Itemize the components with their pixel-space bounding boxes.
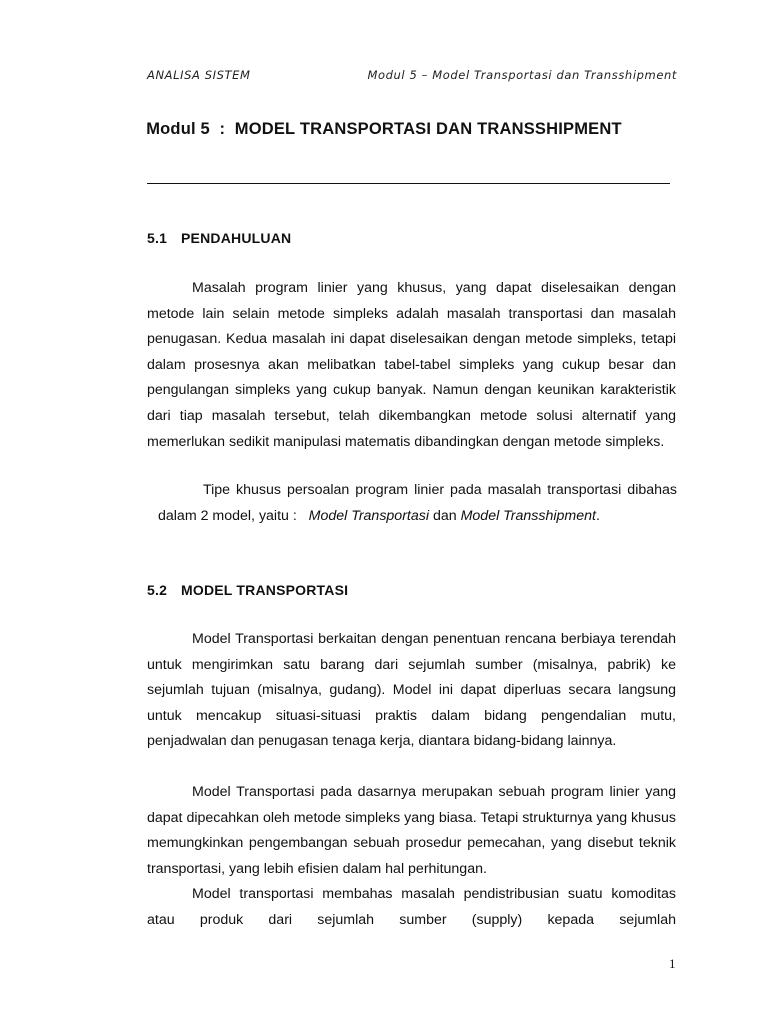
header-module-name: Modul 5 – Model Transportasi dan Transshipment [367, 68, 677, 82]
paragraph-transportasi-1: Model Transportasi berkaitan dengan penentuan rencana berbiaya terendah untuk mengirimkan satu barang dari sejumlah sumber (misalnya, pabrik) ke sejumlah tujuan (misalnya, gudang). Model ini dapat diperluas secara langsung untuk mencakup situasi-situasi praktis dalam bidang pengendalian mutu, penjadwalan dan penugasan tenaga kerja, diantara bidang-bidang lainnya. [147, 631, 676, 750]
paragraph-pendahuluan-1: Masalah program linier yang khusus, yang dapat diselesaikan dengan metode lain selain metode simpleks adalah masalah transportasi dan masalah penugasan. Kedua masalah ini dapat diselesaikan dengan metode simpleks, tetapi dalam prosesnya akan melibatkan tabel-tabel simpleks yang cukup besar dan pengulangan simpleks yang cukup banyak. Namun dengan keunikan karakteristik dari tiap masalah tersebut, telah dikembangkan metode solusi alternatif yang memerlukan sedikit manipulasi matematis dibandingkan dengan metode simpleks. [147, 280, 676, 450]
section-number: 5.2 [147, 582, 168, 598]
page-number: 1 [669, 956, 676, 971]
model-name-transportasi: Model Transportasi [308, 507, 430, 524]
section-heading-pendahuluan [147, 230, 291, 246]
paragraph-transportasi-2: Model Transportasi pada dasarnya merupakan sebuah program linier yang dapat dipecahkan oleh metode simpleks yang biasa. Tetapi strukturnya yang khusus memungkinkan pengembangan sebuah prosedur pemecahan, yang disebut teknik transportasi, yang lebih efisien dalam hal perhitungan. [147, 784, 676, 877]
section-number: 5.1 [147, 230, 168, 246]
models-intro: Tipe khusus persoalan program linier pada masalah transportasi dibahas dalam 2 model, yaitu : [158, 482, 677, 524]
models-end: . [595, 507, 600, 524]
model-name-transshipment: Model Transshipment [460, 507, 596, 524]
paragraph-pendahuluan-2 [158, 478, 677, 529]
paragraph-transportasi-3: Model transportasi membahas masalah pendistribusian suatu komoditas atau produk dari sejumlah sumber (supply) kepada sejumlah [147, 886, 676, 928]
models-conjunction: dan [432, 507, 457, 524]
header-course-name: ANALISA SISTEM [147, 68, 251, 82]
section-title: MODEL TRANSPORTASI [181, 582, 349, 598]
section-heading-model-transportasi [147, 582, 348, 598]
section-title: PENDAHULUAN [181, 230, 292, 246]
document-title: Modul 5 : MODEL TRANSPORTASI DAN TRANSSHIPMENT [146, 120, 622, 138]
title-divider [147, 183, 670, 184]
